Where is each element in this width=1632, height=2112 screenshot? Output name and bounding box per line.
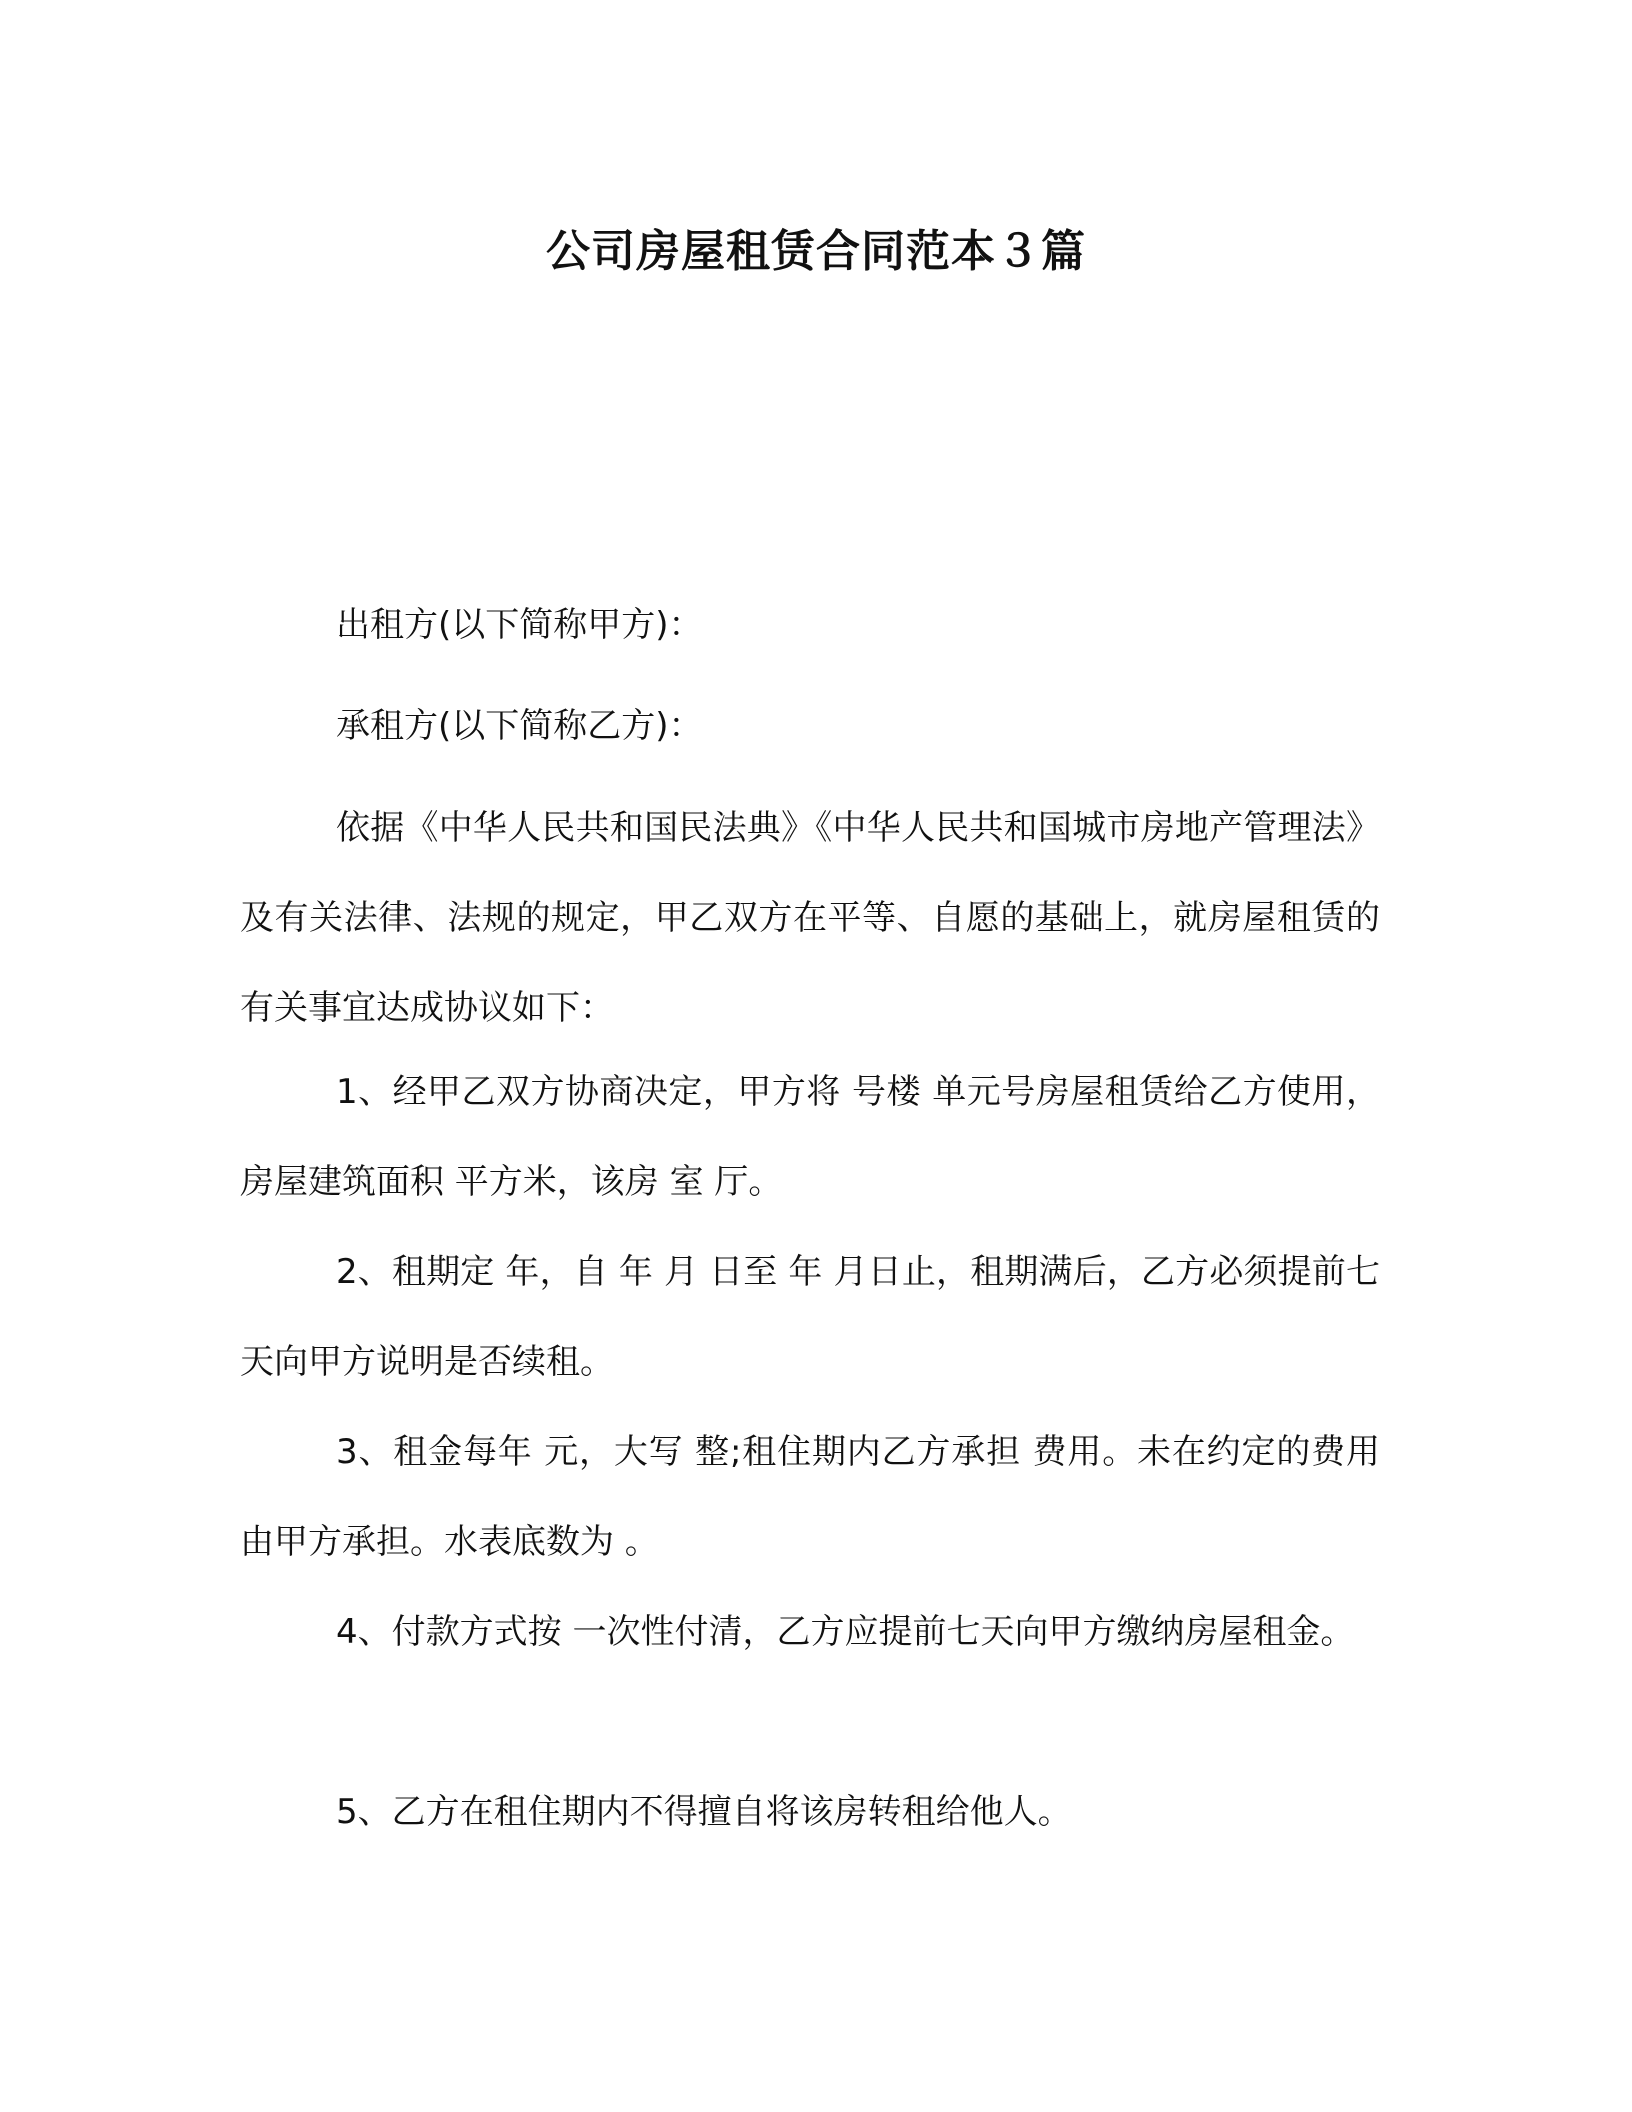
lessor-line: 出租方(以下简称甲方)： (336, 605, 703, 645)
document-title: 公司房屋租赁合同范本３篇 (546, 226, 1086, 277)
clause-3: 3、租金每年 元，大写 整;租住期内乙方承担 费用。未在约定的费用由甲方承担。水表底数为 。 (240, 1432, 1380, 1562)
clause-5: 5、乙方在租住期内不得擅自将该房转租给他人。 (336, 1792, 1072, 1832)
lessee-line: 承租方(以下简称乙方)： (336, 706, 703, 746)
basis-paragraph: 依据《中华人民共和国民法典》《中华人民共和国城市房地产管理法》及有关法律、法规的规定，甲乙双方在平等、自愿的基础上，就房屋租赁的有关事宜达成协议如下： (240, 808, 1380, 1028)
clause-2: 2、租期定 年，自 年 月 日至 年 月日止，租期满后，乙方必须提前七天向甲方说明是否续租。 (240, 1252, 1380, 1382)
clause-4: 4、付款方式按 一次性付清，乙方应提前七天向甲方缴纳房屋租金。 (336, 1612, 1355, 1652)
clause-1: 1、经甲乙双方协商决定，甲方将 号楼 单元号房屋租赁给乙方使用，房屋建筑面积 平方米，该房 室 厅。 (240, 1072, 1380, 1202)
